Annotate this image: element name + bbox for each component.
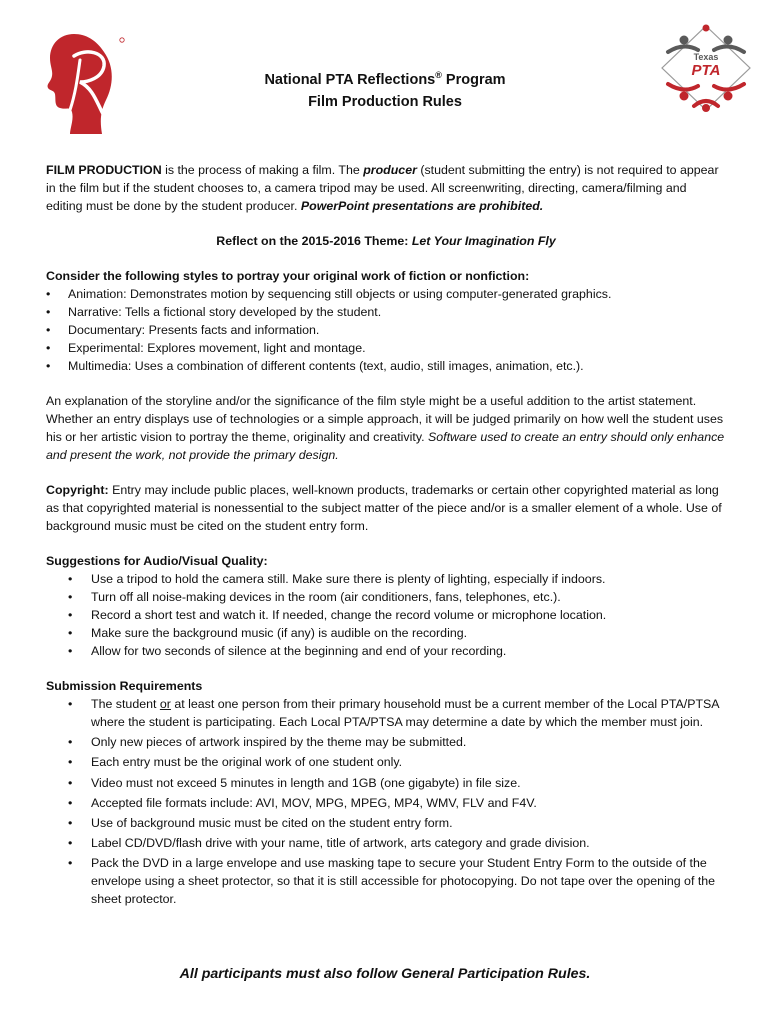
software-note: Software used to create an entry should only enhance and present the work, not provide the primary design. — [46, 430, 725, 462]
document-body — [46, 161, 726, 911]
registered-mark: ® — [435, 70, 442, 80]
title-line-2: Film Production Rules — [308, 93, 462, 110]
list-item: • Narrative: Tells a fictional story developed by the student. — [46, 303, 726, 321]
prohibited-note: PowerPoint presentations are prohibited. — [300, 199, 544, 213]
list-item: • Only new pieces of artwork inspired by the theme may be submitted. — [46, 733, 726, 751]
page-title — [0, 64, 770, 113]
suggestions-heading: Suggestions for Audio/Visual Quality: — [46, 554, 268, 568]
list-item: • Turn off all noise-making devices in the room (air conditioners, fans, telephones, etc.). — [46, 588, 726, 606]
intro-paragraph: FILM PRODUCTION is the process of making a film. The producer (student submitting the entry) is not required to appear in the film but if the student chooses to, a camera tripod may be used. All screenwriting, directing, camera/filming and editing must be done by the student producer. PowerPoint presentations are prohibited. — [46, 163, 719, 213]
list-item: • Experimental: Explores movement, light and montage. — [46, 339, 726, 357]
submission-heading: Submission Requirements — [46, 679, 203, 693]
producer-term: producer — [363, 163, 417, 177]
copyright-label: Copyright: — [46, 483, 109, 497]
list-item: • Make sure the background music (if any) is audible on the recording. — [46, 624, 726, 642]
list-item: • Pack the DVD in a large envelope and use masking tape to secure your Student Entry Form to the outside of the envelope using a sheet protector, so that it is still accessible for photocopying. Do not tape over the opening of the sheet protector. — [46, 854, 726, 908]
list-item: • Use of background music must be cited on the student entry form. — [46, 814, 726, 832]
theme-line: Reflect on the 2015-2016 Theme: Let Your Imagination Fly — [216, 234, 556, 248]
styles-heading: Consider the following styles to portray your original work of fiction or nonfiction: — [46, 269, 530, 283]
list-item: • Record a short test and watch it. If needed, change the record volume or microphone location. — [46, 606, 726, 624]
underlined-or: or — [159, 697, 171, 711]
logo-pta-text: PTA — [691, 62, 721, 79]
list-item: • Allow for two seconds of silence at the beginning and end of your recording. — [46, 642, 726, 660]
list-item: • Use a tripod to hold the camera still. Make sure there is plenty of lighting, especially if indoors. — [46, 570, 726, 588]
copyright-paragraph: Copyright: Entry may include public places, well-known products, trademarks or certain other copyrighted material as long as that copyrighted material is nonessential to the subject matter of the piece and/or is a smaller element of a whole. Use of background music must be cited on the student entry form. — [46, 483, 722, 533]
list-item: • Documentary: Presents facts and information. — [46, 321, 726, 339]
theme-name: Let Your Imagination Fly — [411, 234, 556, 248]
list-item: • Animation: Demonstrates motion by sequencing still objects or using computer-generated graphics. — [46, 285, 726, 303]
list-item: • Accepted file formats include: AVI, MOV, MPG, MPEG, MP4, WMV, FLV and F4V. — [46, 794, 726, 812]
suggestions-list — [46, 570, 726, 660]
list-item: • Each entry must be the original work of one student only. — [46, 753, 726, 771]
submission-list — [46, 695, 726, 908]
footer-note: All participants must also follow General Participation Rules. — [179, 966, 591, 982]
intro-term: FILM PRODUCTION — [46, 163, 162, 177]
logo-texas-text: Texas — [693, 52, 719, 62]
explanation-paragraph: An explanation of the storyline and/or the significance of the film style might be a useful addition to the artist statement. Whether an entry displays use of technologies or a simple approach, it will be judged primarily on how well the student uses his or her artistic vision to portray the theme, originality and creativity. Software used to create an entry should only enhance and present the work, not provide the primary design. — [46, 394, 725, 462]
list-item: • Video must not exceed 5 minutes in length and 1GB (one gigabyte) in file size. — [46, 774, 726, 792]
list-item: • Multimedia: Uses a combination of different contents (text, audio, still images, animation, etc.). — [46, 357, 726, 375]
list-item: • The student or at least one person from their primary household must be a current member of the Local PTA/PTSA where the student is participating. Each Local PTA/PTSA may determine a date by which the member must join. — [46, 695, 726, 731]
styles-list — [46, 285, 726, 375]
title-line-1: National PTA Reflections® Program — [264, 70, 506, 88]
list-item: • Label CD/DVD/flash drive with your name, title of artwork, arts category and grade division. — [46, 834, 726, 852]
